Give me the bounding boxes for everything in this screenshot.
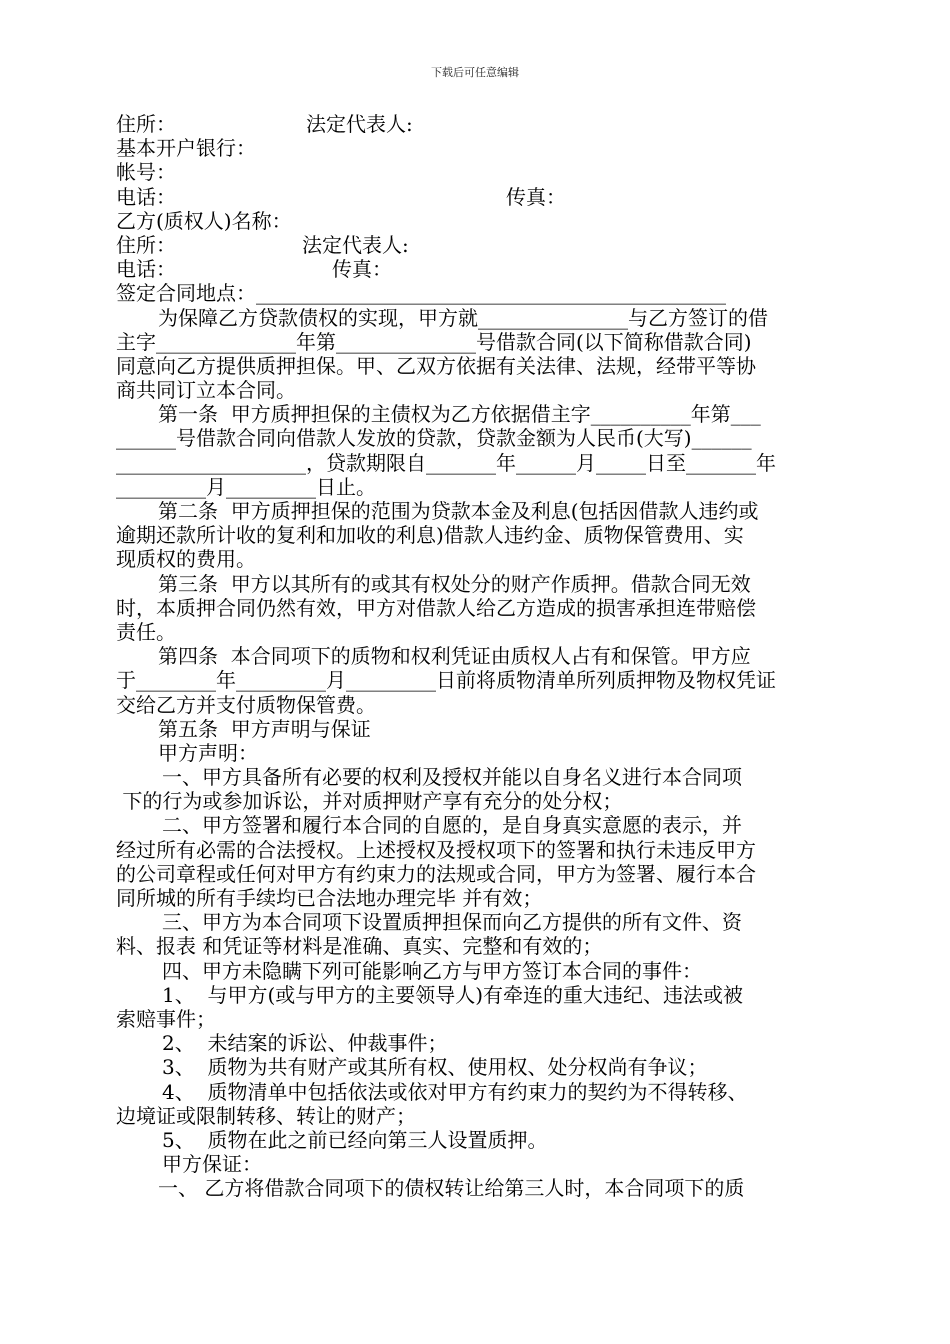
intro-line: 商共同订立本合同。 xyxy=(116,378,296,403)
party-b-fax-label: 传真： xyxy=(332,257,392,282)
party-a-address-label: 住所： xyxy=(116,112,176,136)
party-b-name-label: 乙方(质权人)名称： xyxy=(116,208,292,233)
article-4-line: 第四条 本合同项下的质物和权利凭证由质权人占有和保管。甲方应 xyxy=(158,644,751,669)
sub-item-4-line: 边境证或限制转移、转让的财产； xyxy=(116,1103,416,1128)
intro-line: 同意向乙方提供质押担保。甲、乙双方依据有关法律、法规，经带平等协 xyxy=(116,353,756,378)
article-1-line: 第一条 甲方质押担保的主债权为乙方依据借主字__________年第___ xyxy=(158,402,761,427)
declaration-title: 甲方声明： xyxy=(158,740,258,765)
page-header-note: 下载后可任意编辑 xyxy=(431,66,519,79)
party-b-legal-rep-label: 法定代表人: xyxy=(302,232,409,257)
sub-item-3-line: 3、 质物为共有财产或其所有权、使用权、处分权尚有争议； xyxy=(162,1055,708,1080)
guarantee-1-line: 一、 乙方将借款合同项下的债权转让给第三人时，本合同项下的质 xyxy=(158,1176,745,1201)
article-3-line: 时，本质押合同仍然有效，甲方对借款人给乙方造成的损害承担连带赔偿 xyxy=(116,595,756,620)
sub-item-5-line: 5、 质物在此之前已经向第三人设置质押。 xyxy=(162,1127,548,1152)
article-4-line: 于________年_________月_________日前将质物清单所列质押物及物权凭证 xyxy=(116,668,776,693)
article-3-line: 第三条 甲方以其所有的或其有权处分的财产作质押。借款合同无效 xyxy=(158,571,751,596)
guarantee-title: 甲方保证： xyxy=(162,1152,262,1177)
party-a-fax-label: 传真： xyxy=(506,184,566,209)
signing-place-line: 签定合同地点：_______________________________________________ xyxy=(116,281,726,306)
article-5-title: 第五条 甲方声明与保证 xyxy=(158,716,371,741)
sub-item-4-line: 4、 质物清单中包括依法或依对甲方有约束力的契约为不得转移、 xyxy=(162,1079,748,1104)
sub-item-1-line: 索赔事件； xyxy=(116,1006,216,1031)
intro-line: 主字______________年第______________号借款合同(以下简称借款合同) xyxy=(116,329,752,354)
party-b-address-line xyxy=(116,233,840,257)
declaration-2-line: 二、甲方签署和履行本合同的自愿的，是自身真实意愿的表示，并 xyxy=(162,813,742,838)
party-b-phone-label: 电话： xyxy=(116,257,176,282)
party-a-bank-label: 基本开户银行： xyxy=(116,136,256,161)
intro-line: 为保障乙方贷款债权的实现，甲方就_______________与乙方签订的借 xyxy=(158,305,768,330)
party-a-legal-rep-label: 法定代表人: xyxy=(306,112,413,136)
declaration-3-line: 三、甲方为本合同项下设置质押担保而向乙方提供的所有文件、资 xyxy=(162,910,742,935)
declaration-2-line: 经过所有必需的合法授权。上述授权及授权项下的签署和执行未违反甲方 xyxy=(116,837,756,862)
declaration-2-line: 同所城的所有手续均已合法地办理完毕 并有效； xyxy=(116,886,543,910)
declaration-1-line: 一、甲方具备所有必要的权利及授权并能以自身名义进行本合同项 xyxy=(162,765,742,790)
article-2-line: 现质权的费用。 xyxy=(116,547,256,572)
article-4-line: 交给乙方并支付质物保管费。 xyxy=(116,692,376,717)
sub-item-1-line: 1、 与甲方(或与甲方的主要领导人)有牵连的重大违纪、违法或被 xyxy=(162,982,744,1007)
article-3-line: 责任。 xyxy=(116,619,176,644)
declaration-4-line: 四、甲方未隐瞒下列可能影响乙方与甲方签订本合同的事件： xyxy=(162,958,702,983)
declaration-1-line: 下的行为或参加诉讼，并对质押财产享有充分的处分权； xyxy=(116,789,623,814)
contract-body xyxy=(116,112,840,1200)
party-a-account-label: 帐号： xyxy=(116,160,176,185)
article-1-line: _________月_________日止。 xyxy=(116,474,376,499)
declaration-2-line: 的公司章程或任何对甲方有约束力的法规或合同，甲方为签署、履行本合 xyxy=(116,861,756,886)
party-a-phone-label: 电话： xyxy=(116,184,176,209)
party-b-phone-line xyxy=(116,257,840,281)
sub-item-2-line: 2、 未结案的诉讼、仲裁事件； xyxy=(162,1031,448,1056)
article-2-line: 逾期还款所计收的复利和加收的利息)借款人违约金、质物保管费用、实 xyxy=(116,523,744,548)
declaration-3-line: 料、报表 和凭证等材料是准确、真实、完整和有效的； xyxy=(116,934,603,959)
party-a-phone-line xyxy=(116,185,840,209)
article-2-line: 第二条 甲方质押担保的范围为贷款本金及利息(包括因借款人违约或 xyxy=(158,499,759,523)
party-b-address-label: 住所： xyxy=(116,232,176,257)
article-1-line: ______号借款合同向借款人发放的贷款，贷款金额为人民币(大写)______ xyxy=(116,426,752,451)
article-1-line: ___________________，贷款期限自_______年______月_____日至_______年 xyxy=(116,450,776,475)
party-a-address-line xyxy=(116,112,840,136)
